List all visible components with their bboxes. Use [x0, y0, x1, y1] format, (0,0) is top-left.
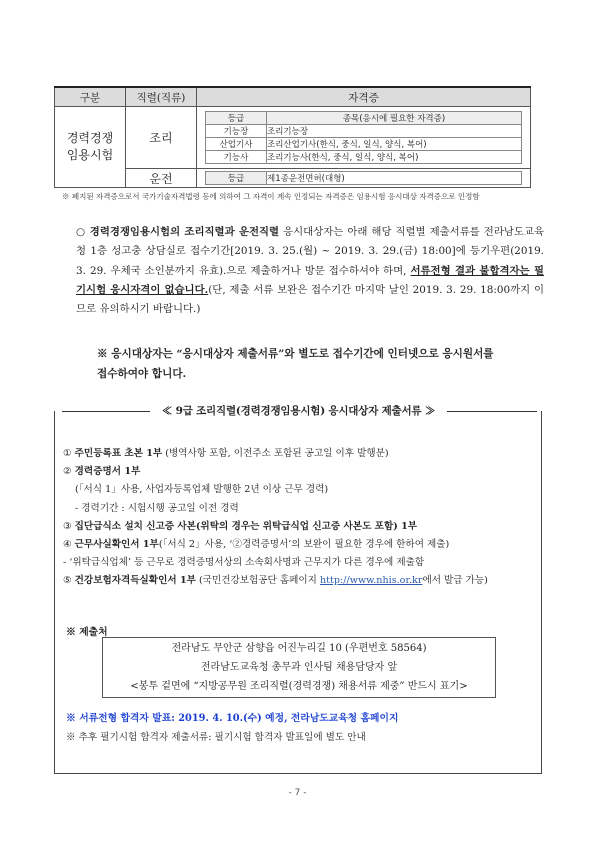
documents-list — [63, 445, 543, 591]
envelope-instruction: <봉투 겉면에 “지방공무원 조리직렬(경력경쟁) 채용서류 제중” 반드시 표기> — [130, 681, 468, 692]
online-application-note — [97, 344, 547, 384]
qualification-table — [54, 86, 531, 188]
table-row — [206, 151, 522, 164]
recognition-note: ※ 폐지된 자격증으로서 국가기술자격법령 등에 의하여 그 자격이 계속 인정되는 자격증은 임용시험 응시대상 자격증으로 인정함 — [62, 192, 480, 201]
list-item — [63, 481, 543, 499]
nhis-link[interactable]: http://www.nhis.or.kr — [320, 575, 423, 587]
list-item — [63, 463, 543, 481]
item-number: ② — [63, 466, 75, 478]
table-header-category: 구분 — [55, 87, 126, 107]
category-line-1: 경력경쟁 — [66, 131, 114, 145]
item-title: 주민등록표 초본 1부 — [74, 448, 163, 459]
driver-certificates — [197, 169, 531, 188]
grade-cell: 산업기사 — [206, 138, 267, 151]
item-detail: (「서식 2」사용, ‘②경력증명서’의 보완이 필요한 경우에 한하여 제출) — [158, 539, 450, 551]
certificate-cell: 조리기능사(한식, 중식, 일식, 양식, 복어) — [267, 151, 522, 164]
later-documents-note: ※ 추후 필기시험 합격자 제출서류: 필기시험 합격자 발표일에 별도 안내 — [66, 732, 366, 743]
item-detail: (병역사항 포함, 이전주소 포함된 공고일 이후 발행분) — [162, 448, 389, 459]
address-box — [102, 637, 496, 698]
item-title: 경력증명서 1부 — [74, 466, 141, 478]
item-title: 근무사실확인서 1부 — [74, 539, 159, 551]
table-row — [206, 138, 522, 151]
position-cook: 조리 — [126, 107, 197, 169]
page-number: - 7 - — [288, 788, 307, 798]
category-cell — [55, 107, 126, 188]
table-row — [206, 125, 522, 138]
inner-header-grade: 등급 — [206, 112, 267, 125]
driver-certificate-table — [205, 171, 522, 185]
certificate-cell: 제1종운전면허(대형) — [267, 172, 522, 185]
item-detail: - 경력기간 : 시험시행 공고일 이전 경력 — [75, 502, 239, 514]
address-line: 전라남도 무안군 삼향읍 어진누리길 10 (우편번호 58564) — [171, 643, 427, 654]
item-detail: (국민건강보험공단 홈페이지 — [195, 575, 320, 587]
note-line-2: 접수하여야 합니다. — [97, 368, 187, 380]
item-title: 건강보험자격득실확인서 1부 — [74, 575, 196, 587]
list-item — [63, 554, 543, 572]
item-title: 집단급식소 설치 신고증 사본(위탁의 경우는 위탁급식업 신고증 사본도 포함) 1부 — [74, 520, 418, 532]
table-header-certificate: 자격증 — [197, 87, 531, 107]
list-item — [63, 500, 543, 518]
list-item — [63, 536, 543, 554]
item-number: ③ — [63, 520, 75, 532]
grade-cell: 기능장 — [206, 125, 267, 138]
item-detail-end: 에서 발급 가능) — [422, 575, 488, 587]
inner-header-name: 종목(응시에 필요한 자격증) — [267, 112, 522, 125]
paragraph-emphasis: 경력경쟁임용시험의 조리직렬과 운전직렬 — [89, 226, 280, 238]
item-number: ⑤ — [63, 575, 75, 587]
table-header-position: 직렬(직류) — [126, 87, 197, 107]
paragraph-text: 응시대상자는 아래 해당 직렬별 제출서류를 전라남도교육청 1층 성고충 상담실로 접수기간[2019. 3. 25.(월) ~ 2019. 3. 29.(금) 18:00]에 등기우편(2019. 3. 29. 우체국 소인분까지 유효).으로 제출하거나 방문 접수하셔야 하며, — [76, 226, 545, 277]
submit-location-label: ※ 제출처 — [66, 627, 108, 638]
bullet: ○ — [76, 226, 90, 238]
item-number: ④ — [63, 539, 75, 551]
position-driver: 운전 — [126, 169, 197, 188]
cook-certificate-table — [205, 111, 522, 164]
grade-cell: 기능사 — [206, 151, 267, 164]
paragraph-text-end: (단, 제출 서류 보완은 접수기간 마지막 날인 2019. 3. 29. 18:00까지 이므로 유의하시기 바랍니다.) — [76, 283, 544, 316]
address-recipient: 전라남도교육청 총무과 인사팀 채용담당자 앞 — [200, 662, 398, 673]
main-paragraph — [76, 223, 544, 319]
certificate-cell: 조리산업기사(한식, 중식, 일식, 양식, 복어) — [267, 138, 522, 151]
list-item — [63, 445, 543, 463]
table-row — [206, 172, 522, 185]
list-item — [63, 572, 543, 590]
category-line-2: 임용시험 — [66, 148, 114, 162]
certificate-cell: 조리기능장 — [267, 125, 522, 138]
item-detail: - ‘위탁급식업체’ 등 근무로 경력증명서상의 소속회사명과 근무지가 다른 경우에 제출함 — [63, 557, 425, 569]
cook-certificates — [197, 107, 531, 169]
item-detail: (「서식 1」사용, 사업자등록업체 발행한 2년 이상 근무 경력) — [75, 484, 329, 496]
note-line-1: ※ 응시대상자는 “응시대상자 제출서류”와 별도로 접수기간에 인터넷으로 응시원서를 — [97, 348, 494, 360]
list-item — [63, 518, 543, 536]
paragraph-warning: 서류전형 결과 불합격자는 필기시험 응시자격이 없습니다. — [76, 264, 544, 296]
grade-cell: 등급 — [206, 172, 267, 185]
box-title: ≪ 9급 조리직렬(경력경쟁임용시험) 응시대상자 제출서류 ≫ — [150, 403, 447, 418]
result-announcement: ※ 서류전형 합격자 발표: 2019. 4. 10.(수) 예정, 전라남도교육청 홈페이지 — [66, 713, 399, 724]
item-number: ① — [63, 448, 75, 459]
